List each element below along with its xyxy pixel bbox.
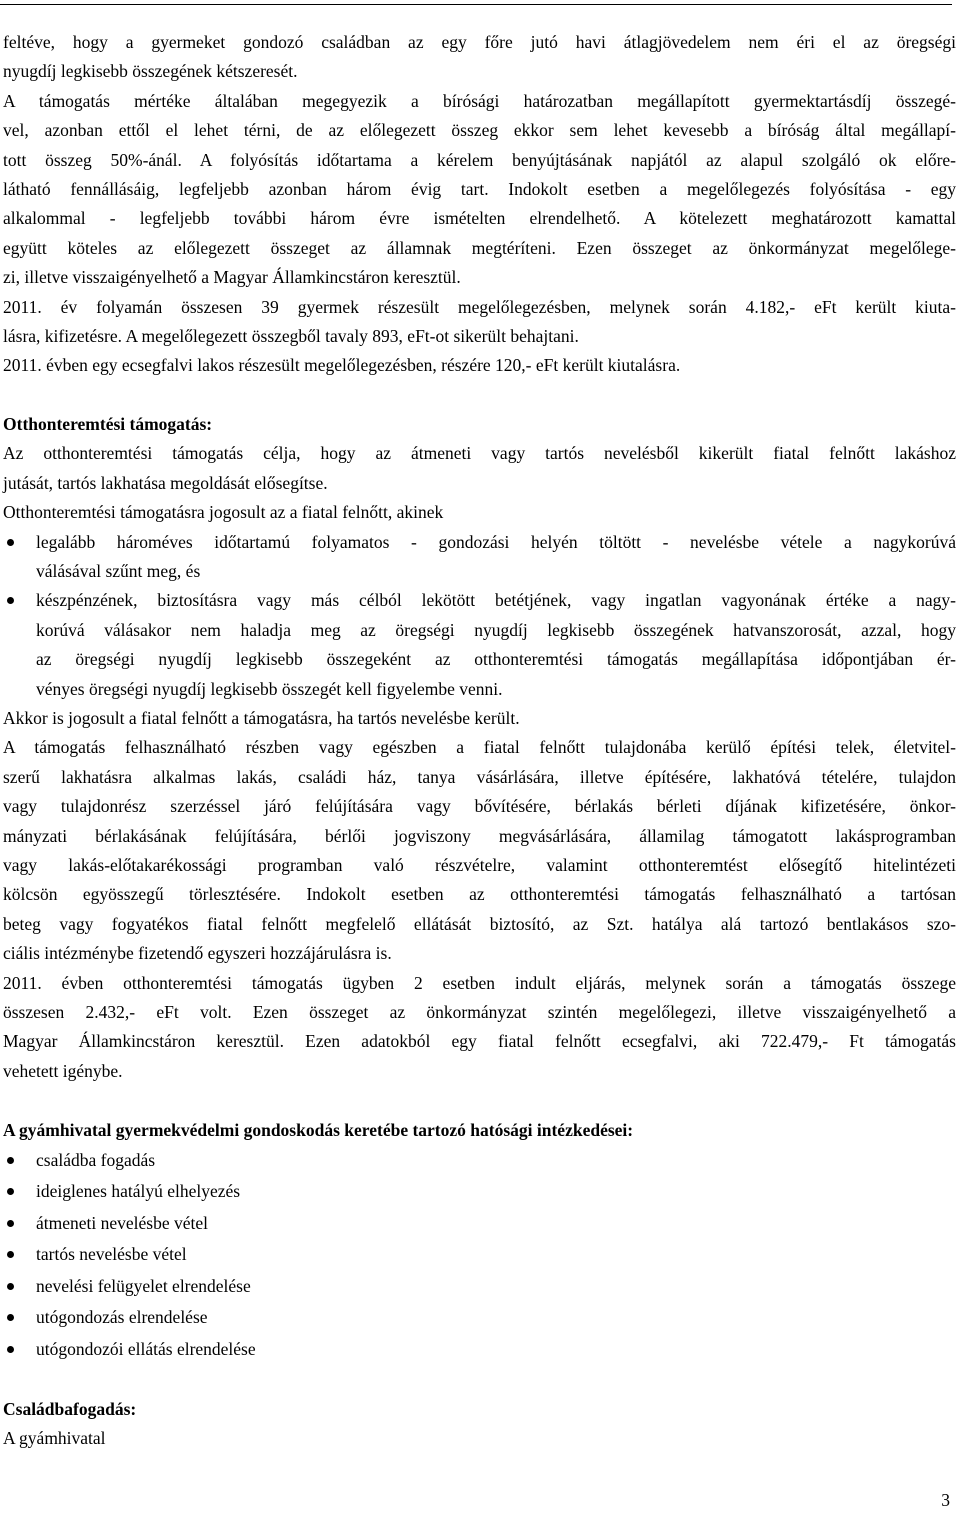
text-line: legalább hároméves időtartamú folyamatos - gondozási helyén töltött - nevelésbe vétele a nagykorúvá [36, 531, 956, 552]
paragraph-home-creation-purpose [3, 439, 956, 498]
text-line: mányzati bérlakásának felújítására, bérlői jogviszony megvásárlására, államilag támogatott lakásprogramban [3, 825, 956, 846]
text-line: vel, azonban ettől el lehet térni, de az előlegezett összeg ekkor sem lehet kevesebb a bíróság által megállapí- [3, 120, 956, 141]
spacer [3, 1365, 956, 1394]
text-line: vényes öregségi nyugdíj legkisebb összegét kell figyelembe venni. [36, 678, 503, 699]
text-line: 2011. évben otthonteremtési támogatás ügyben 2 esetben indult eljárás, melynek során a támogatás összege [3, 972, 956, 993]
text-line: korúvá válásakor nem haladja meg az öregségi nyugdíj legkisebb összegének hatvanszorosát, azzal, hogy [36, 619, 956, 640]
section-heading-family-placement: Családbafogadás: [3, 1398, 137, 1419]
paragraph-ecsegfalva-advance [3, 351, 956, 380]
text-line: lásra, kifizetésre. A megelőlegezett összegből tavaly 893, eFt-ot sikerült behajtani. [3, 325, 579, 346]
paragraph-guardianship-office [3, 1424, 956, 1453]
list-item: utógondozás elrendelése [3, 1302, 956, 1334]
list-item [3, 528, 956, 587]
list-item: ideiglenes hatályú elhelyezés [3, 1176, 956, 1208]
paragraph-long-term-care [3, 704, 956, 733]
paragraph-2011-home-creation [3, 969, 956, 1087]
text-line: nyugdíj legkisebb összegének kétszeresét. [3, 61, 298, 82]
paragraph-support-usage [3, 733, 956, 968]
list-item: családba fogadás [3, 1145, 956, 1177]
document-page [3, 28, 956, 1454]
text-line: vagy tulajdonrész szerzéssel járó felújítására vagy bővítésére, bérlakás bérleti díjának kifizetésére, önkor- [3, 796, 956, 817]
list-item [3, 586, 956, 704]
page-number: 3 [941, 1490, 950, 1510]
paragraph-2011-advances [3, 293, 956, 352]
text-line: jutását, tartós lakhatása megoldását elősegítse. [3, 472, 328, 493]
list-item: tartós nevelésbe vétel [3, 1239, 956, 1271]
text-line: vagy lakás-előtakarékossági programban való részvételre, valamint otthonteremtést elősegítő hitelintézeti [3, 855, 956, 876]
text-line: zi, illetve visszaigényelhető a Magyar Államkincstáron keresztül. [3, 267, 461, 288]
guardianship-measures-list [3, 1145, 956, 1366]
eligibility-list [3, 528, 956, 704]
list-item: nevelési felügyelet elrendelése [3, 1271, 956, 1303]
text-line: Otthonteremtési támogatásra jogosult az a fiatal felnőtt, akinek [3, 502, 444, 523]
text-line: 2011. év folyamán összesen 39 gyermek részesült megelőlegezésben, melynek során 4.182,- eFt került kiuta- [3, 296, 956, 317]
text-line: összesen 2.432,- eFt volt. Ezen összeget az önkormányzat szintén megelőlegezi, illetve visszaigényelhető a [3, 1002, 956, 1022]
paragraph-eligibility-intro [3, 498, 956, 527]
section-heading-home-creation: Otthonteremtési támogatás: [3, 414, 213, 435]
text-line: Magyar Államkincstáron keresztül. Ezen adatokból egy fiatal felnőtt ecsegfalvi, aki 722.479,- Ft támogatás [3, 1031, 956, 1052]
header-rule [0, 4, 952, 5]
text-line: látható fennállásáig, legfeljebb azonban három évig tart. Indokolt esetben a megelőlegezés folyósítása - egy [3, 178, 956, 199]
text-line: A támogatás felhasználható részben vagy egészben a fiatal felnőtt tulajdonába kerülő építési telek, életvitel- [3, 737, 956, 758]
text-line: tott összeg 50%-ánál. A folyósítás időtartama a kérelem benyújtásának napjától az alapul szolgáló ok előre- [3, 149, 956, 170]
text-line: kölcsön egyösszegű törlesztésére. Indokolt esetben az otthonteremtési támogatás felhasználható a tartósan [3, 884, 956, 905]
text-line: A támogatás mértéke általában megegyezik a bírósági határozatban megállapított gyermektartásdíj összegé- [3, 90, 956, 111]
text-line: ciális intézménybe fizetendő egyszeri hozzájárulásra is. [3, 943, 392, 964]
list-item: átmeneti nevelésbe vétel [3, 1208, 956, 1240]
spacer [3, 1086, 956, 1115]
text-line: vehetett igénybe. [3, 1060, 123, 1081]
section-heading-guardianship-measures: A gyámhivatal gyermekvédelmi gondoskodás keretébe tartozó hatósági intézkedései: [3, 1119, 634, 1140]
text-line: az öregségi nyugdíj legkisebb összegeként az otthonteremtési támogatás megállapítása időpontjában ér- [36, 649, 956, 670]
text-line: Akkor is jogosult a fiatal felnőtt a támogatásra, ha tartós nevelésbe került. [3, 708, 520, 729]
spacer [3, 381, 956, 410]
text-line: A gyámhivatal [3, 1428, 106, 1449]
text-line: beteg vagy fogyatékos fiatal felnőtt megfelelő ellátását biztosító, az Szt. hatálya alá tartozó bentlakásos szo- [3, 913, 956, 934]
text-line: alkalommal - legfeljebb további három évre ismételten elrendelhető. A kötelezett meghatározott kamattal [3, 208, 956, 229]
text-line: készpénzének, biztosításra vagy más célból lekötött betétjének, vagy ingatlan vagyonának értéke a nagy- [36, 590, 956, 611]
list-item: utógondozói ellátás elrendelése [3, 1334, 956, 1366]
text-line: válásával szűnt meg, és [36, 561, 201, 582]
text-line: 2011. évben egy ecsegfalvi lakos részesült megelőlegezésben, részére 120,- eFt került kiutalásra. [3, 355, 681, 376]
text-line: szerű lakhatásra alkalmas lakás, családi ház, tanya vásárlására, illetve építésére, lakhatóvá tételére, tulajdon [3, 766, 956, 787]
text-line: együtt köteles az előlegezett összeget az államnak megtéríteni. Ezen összeget az önkormányzat megelőlege- [3, 237, 956, 258]
text-line: feltéve, hogy a gyermeket gondozó családban az egy főre jutó havi átlagjövedelem nem éri el az öregségi [3, 32, 956, 52]
text-line: Az otthonteremtési támogatás célja, hogy az átmeneti vagy tartós nevelésből kikerült fiatal felnőtt lakáshoz [3, 443, 956, 464]
paragraph-support-amount [3, 87, 956, 293]
paragraph-income-condition [3, 28, 956, 87]
